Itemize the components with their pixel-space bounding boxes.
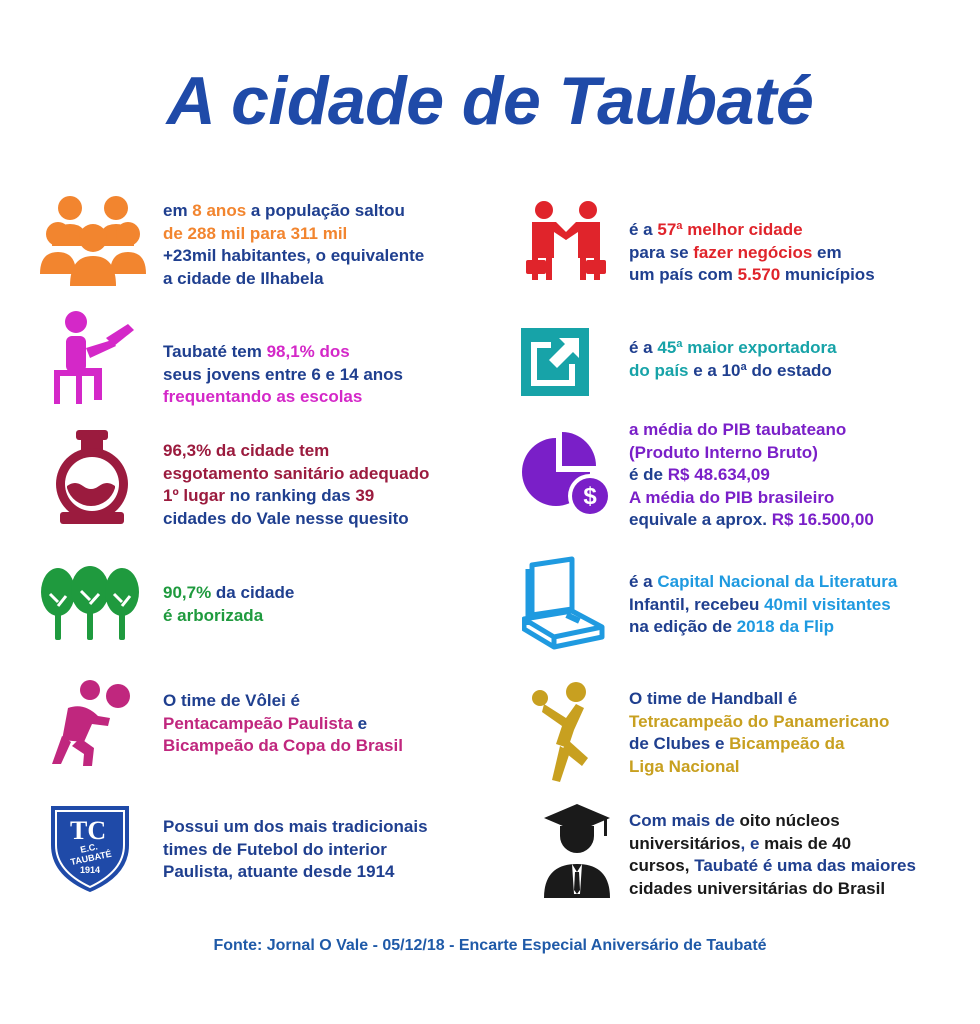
text-line [163, 245, 424, 268]
text-segment: e [352, 713, 368, 733]
pie-chart-dollar-icon [518, 430, 610, 527]
text-segment: Tetracampeão do Panamericano [629, 711, 890, 731]
text-line [629, 442, 874, 465]
text-line [163, 735, 403, 758]
text-segment: é de [629, 465, 668, 484]
text-line [629, 855, 916, 878]
text-segment: 39 [355, 486, 375, 505]
text-line [163, 223, 424, 246]
text-segment: fazer negócios [693, 242, 813, 262]
text-segment: Taubaté tem [163, 342, 267, 361]
text-segment: Bicampeão da Copa do Brasil [163, 736, 403, 755]
student-reading-icon [50, 308, 138, 413]
text-segment: a população saltou [246, 201, 405, 220]
text-segment: A média do [629, 487, 725, 507]
text-segment: da cidade [211, 583, 295, 602]
text-line [629, 688, 889, 711]
text-literatura [629, 571, 897, 639]
text-line [163, 816, 428, 839]
text-populacao [163, 200, 424, 290]
text-segment: é a [629, 338, 658, 357]
text-segment: 2018 da Flip [736, 617, 835, 636]
text-segment: 98,1% dos [266, 342, 350, 361]
text-segment: para se [629, 242, 694, 262]
text-segment: seus jovens entre 6 e 14 anos [163, 364, 404, 384]
text-line [163, 861, 428, 884]
text-segment: e a 10ª do estado [688, 360, 832, 380]
text-segment: Pentacampeão Paulista [163, 713, 353, 733]
source-footer: Fonte: Jornal O Vale - 05/12/18 - Encarte Especial Aniversário de Taubaté [213, 937, 767, 954]
text-line [629, 756, 889, 779]
text-line [629, 464, 874, 487]
people-group-icon [40, 190, 146, 291]
text-exportadora [629, 337, 837, 382]
text-segment: mais de 40 [764, 833, 852, 853]
text-line [163, 582, 294, 605]
text-segment: 96,3% da cidade tem [163, 441, 330, 460]
text-line [629, 733, 889, 756]
text-line [629, 360, 837, 383]
text-line [629, 810, 916, 833]
text-segment: municípios [780, 265, 875, 284]
text-segment: 40mil visitantes [764, 594, 891, 614]
text-universidades [629, 810, 916, 900]
text-line [163, 440, 429, 463]
text-line [163, 713, 403, 736]
text-arborizada [163, 582, 294, 627]
text-line [629, 711, 889, 734]
text-line [163, 364, 403, 387]
text-line [163, 508, 429, 531]
text-volei [163, 690, 403, 758]
text-line [629, 594, 897, 617]
text-line [163, 690, 403, 713]
text-segment: em [163, 201, 193, 220]
text-line [629, 219, 875, 242]
text-segment: (Produto Interno Bruto) [629, 442, 818, 462]
text-segment: na edição de [629, 617, 737, 636]
text-segment: é a [629, 220, 658, 239]
text-segment: , e [740, 833, 765, 853]
text-segment: O time de Handball é [629, 689, 798, 708]
crest-label: E.C. TAUBATÉ [69, 841, 113, 868]
text-line [163, 268, 424, 291]
text-segment: é arborizada [163, 605, 264, 625]
text-line [629, 419, 874, 442]
text-segment: oito núcleos [739, 811, 840, 830]
text-segment: cidades universitárias do Brasil [629, 878, 886, 898]
svg-text:$: $ [583, 483, 597, 510]
text-segment: times de Futebol do interior [163, 839, 387, 859]
text-segment: é a [629, 572, 658, 591]
text-segment: frequentando as escolas [163, 387, 363, 406]
text-line [629, 833, 916, 856]
text-segment: Capital Nacional da Literatura [657, 572, 898, 591]
sewage-flask-icon [52, 430, 132, 529]
svg-text:TC: TC [70, 816, 107, 845]
text-segment: a média do PIB taubateano [629, 420, 847, 439]
trees-icon [40, 566, 140, 645]
text-segment: 45ª maior exportadora [657, 338, 837, 357]
text-segment: 57ª melhor cidade [657, 220, 803, 239]
text-negocios [629, 219, 875, 287]
text-line [163, 463, 429, 486]
text-line [163, 485, 429, 508]
text-segment: a cidade de Ilhabela [163, 268, 324, 288]
text-segment: Possui um dos mais tradicionais [163, 817, 428, 836]
text-segment: 90,7% [163, 583, 212, 602]
export-arrow-icon [521, 328, 589, 401]
text-segment: Taubaté é uma das maiores [694, 856, 916, 875]
text-futebol [163, 816, 428, 884]
text-line [629, 337, 837, 360]
text-line [163, 839, 428, 862]
text-line [629, 487, 874, 510]
text-line [163, 200, 424, 223]
text-segment: 1º lugar [163, 486, 225, 505]
text-segment: R$ 48.634,09 [667, 465, 770, 484]
text-pib [629, 419, 874, 532]
text-segment: em [812, 242, 842, 262]
text-segment: Com mais de [629, 811, 740, 830]
text-segment: 5.570 [737, 265, 781, 284]
text-segment: de Clubes e [629, 734, 730, 753]
text-segment: 8 anos [192, 201, 247, 220]
text-segment: Paulista, atuante desde 1914 [163, 862, 395, 881]
text-segment: PIB brasileiro [724, 487, 835, 507]
crest-year: 1914 [79, 865, 101, 875]
text-segment: R$ 16.500,00 [771, 510, 874, 529]
text-segment: de 288 mil para 311 mil [163, 223, 348, 243]
text-segment: +23mil habitantes, o equivalente [163, 246, 425, 265]
text-line [629, 509, 874, 532]
volleyball-player-icon [50, 676, 132, 773]
text-segment: esgotamento sanitário adequado [163, 463, 430, 483]
text-line [163, 605, 294, 628]
text-line [629, 878, 916, 901]
handshake-icon [526, 200, 606, 285]
text-segment: cursos, [629, 856, 695, 875]
text-segment: Bicampeão da [729, 734, 845, 753]
text-line [163, 386, 403, 409]
text-line [629, 264, 875, 287]
book-icon [522, 555, 606, 660]
text-line [629, 242, 875, 265]
text-segment: cidades do Vale nesse quesito [163, 508, 409, 528]
text-line [629, 616, 897, 639]
text-educacao [163, 341, 403, 409]
text-line [629, 571, 897, 594]
text-segment: do país [629, 360, 689, 380]
text-esgoto [163, 440, 429, 530]
graduate-icon [544, 804, 610, 903]
page-title: A cidade de Taubaté [166, 63, 814, 139]
text-segment: equivale a aprox. [629, 510, 772, 529]
text-segment: no ranking das [224, 486, 356, 505]
text-segment: universitários [629, 833, 741, 853]
text-handball [629, 688, 889, 778]
text-segment: Liga Nacional [629, 756, 740, 776]
text-segment: um país com [629, 265, 738, 284]
text-segment: Infantil, recebeu [629, 594, 765, 614]
text-line [163, 341, 403, 364]
text-segment: O time de Vôlei é [163, 691, 300, 710]
ec-taubate-crest-icon [48, 803, 132, 898]
handball-player-icon [530, 680, 602, 789]
